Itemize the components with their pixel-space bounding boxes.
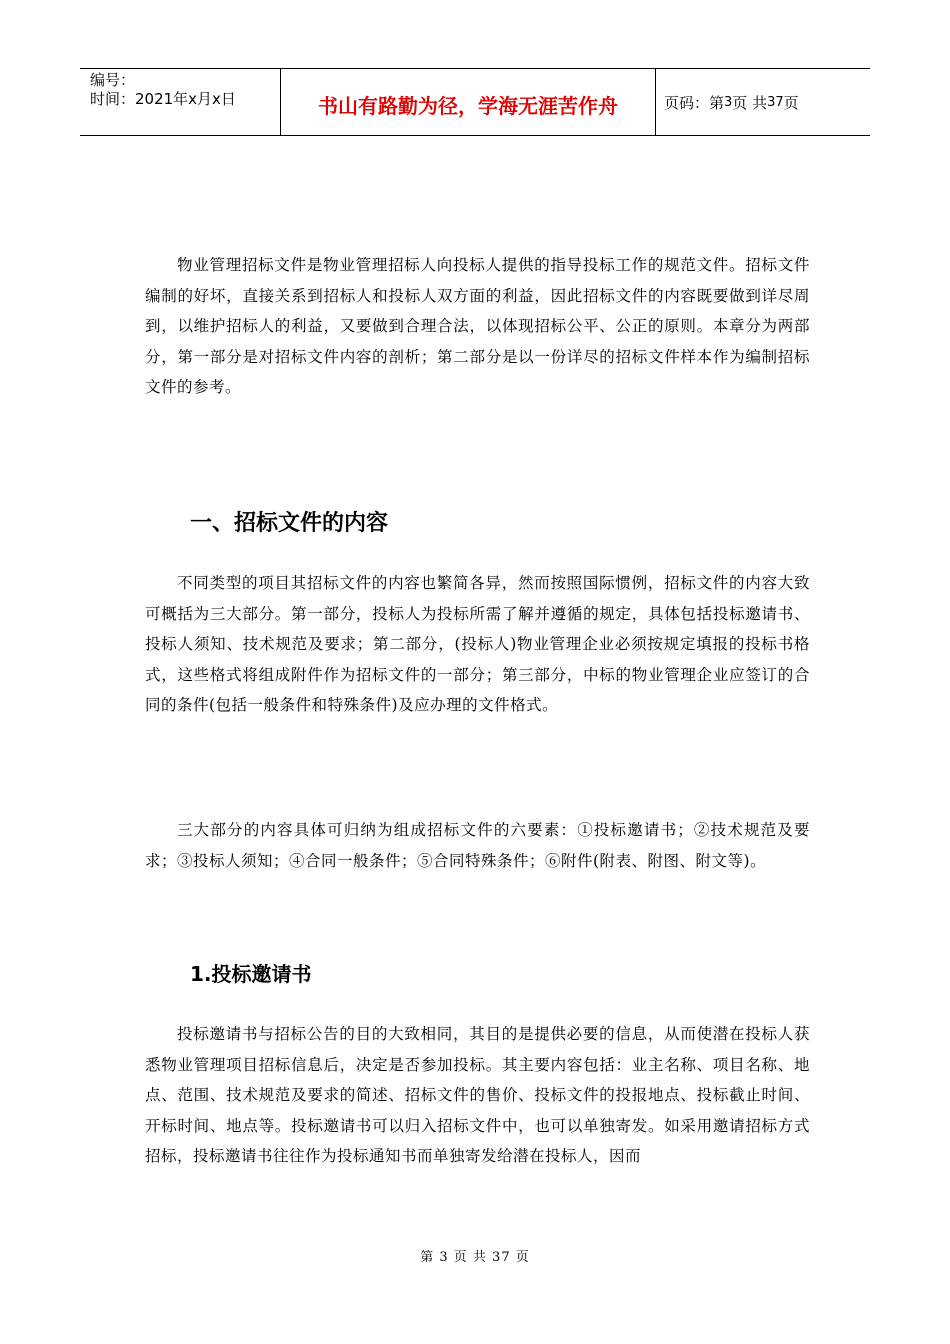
document-time-label: 时间：2021年x月x日 — [90, 90, 236, 108]
header-motto: 书山有路勤为径，学海无涯苦作舟 — [281, 69, 656, 135]
subsection-paragraph: 投标邀请书与招标公告的目的大致相同，其目的是提供必要的信息，从而使潜在投标人获悉物业管理项目招标信息后，决定是否参加投标。其主要内容包括：业主名称、项目名称、地点、范围、技术规范及要求的简述、招标文件的售价、投标文件的投报地点、投标截止时间、开标时间、地点等。投标邀请书可以归入招标文件中，也可以单独寄发。如采用邀请招标方式招标，投标邀请书往往作为投标通知书而单独寄发给潜在投标人，因而 — [145, 1025, 810, 1165]
document-number-label: 编号： — [90, 71, 136, 89]
page-end-label: 页 — [783, 93, 799, 112]
section-paragraph-2: 三大部分的内容具体可归纳为组成招标文件的六要素：①投标邀请书；②技术规范及要求；③投标人须知；④合同一般条件；⑤合同特殊条件；⑥附件(附表、附图、附文等)。 — [145, 821, 810, 870]
header-page-info — [656, 69, 870, 135]
intro-paragraph: 物业管理招标文件是物业管理招标人向投标人提供的指导投标工作的规范文件。招标文件编制的好坏，直接关系到招标人和投标人双方面的利益，因此招标文件的内容既要做到详尽周到，以维护招标人的利益，又要做到合理合法，以体现招标公平、公正的原则。本章分为两部分，第一部分是对招标文件内容的剖析；第二部分是以一份详尽的招标文件样本作为编制招标文件的参考。 — [145, 256, 810, 396]
page-footer: 第 3 页 共 37 页 — [420, 1250, 530, 1265]
page-total: 37 — [767, 94, 784, 110]
section-paragraph-1: 不同类型的项目其招标文件的内容也繁简各异，然而按照国际惯例，招标文件的内容大致可概括为三大部分。第一部分，投标人为投标所需了解并遵循的规定，具体包括投标邀请书、投标人须知、技术规范及要求；第二部分，(投标人)物业管理企业必须按规定填报的投标书格式，这些格式将组成附件作为招标文件的一部分；第三部分，中标的物业管理企业应签订的合同的条件(包括一般条件和特殊条件)及应办理的文件格式。 — [145, 574, 810, 714]
page-current: 3 — [724, 94, 733, 110]
page-label: 页码：第 — [664, 93, 725, 112]
page-mid-label: 页 共 — [732, 93, 768, 112]
subsection-heading: 1.投标邀请书 — [190, 962, 312, 986]
page-header — [80, 68, 870, 136]
header-meta-cell — [80, 69, 281, 135]
section-heading: 一、招标文件的内容 — [190, 511, 389, 536]
